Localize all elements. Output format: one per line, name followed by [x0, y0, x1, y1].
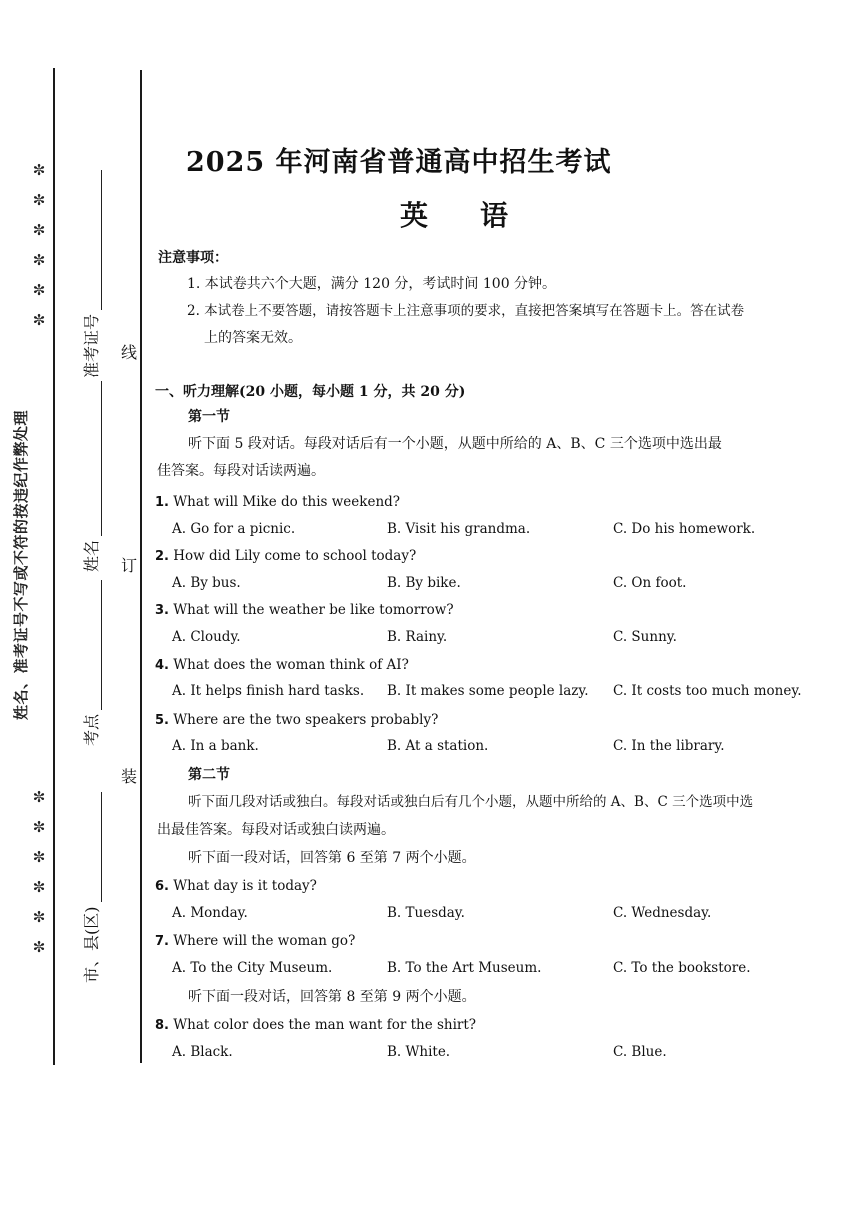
option-b: B. By bike. — [387, 575, 461, 591]
option-a: A. To the City Museum. — [172, 960, 333, 976]
question-text: Where will the woman go? — [173, 933, 356, 949]
option-b: B. To the Art Museum. — [387, 960, 542, 976]
option-a: A. Go for a picnic. — [172, 521, 296, 537]
question-8-options — [172, 1042, 822, 1062]
question-text: What day is it today? — [173, 878, 317, 894]
question-5 — [155, 710, 438, 731]
question-1-options — [172, 519, 822, 539]
question-text: What color does the man want for the shirt? — [173, 1017, 477, 1033]
exam-id-blank[interactable] — [86, 170, 102, 310]
question-number: 6. — [155, 879, 169, 894]
option-b: B. White. — [387, 1044, 451, 1060]
seal-mark-line: 线 — [120, 343, 137, 362]
margin-warning: 姓名、准考证号不写或不符的按违纪作弊处理 — [12, 409, 30, 720]
star-column-top — [28, 155, 50, 335]
question-number: 8. — [155, 1018, 169, 1033]
option-c: C. Sunny. — [613, 629, 677, 645]
question-6 — [155, 876, 317, 897]
question-number: 3. — [155, 603, 169, 618]
star-icon: ✼ — [32, 311, 46, 329]
question-7-options — [172, 958, 822, 978]
question-text: What does the woman think of AI? — [173, 657, 409, 673]
section-heading: 一、听力理解(20 小题，每小题 1 分，共 20 分) — [155, 384, 466, 400]
venue-blank[interactable] — [86, 580, 102, 710]
question-3-options — [172, 627, 822, 647]
notes-item-2-cont: 上的答案无效。 — [204, 330, 302, 346]
option-b: B. It makes some people lazy. — [387, 683, 589, 699]
question-1 — [155, 492, 400, 513]
question-number: 4. — [155, 658, 169, 673]
option-b: B. Visit his grandma. — [387, 521, 531, 537]
option-a: A. In a bank. — [172, 738, 259, 754]
part2-instruction-line2: 出最佳答案。每段对话或独白读两遍。 — [157, 822, 395, 838]
question-number: 7. — [155, 934, 169, 949]
star-icon: ✼ — [32, 908, 46, 926]
question-2 — [155, 546, 416, 567]
part2-instruction-line1: 听下面几段对话或独白。每段对话或独白后有几个小题，从题中所给的 A、B、C 三个选项中选 — [188, 794, 754, 810]
margin-rule-left — [53, 68, 55, 1065]
star-icon: ✼ — [32, 878, 46, 896]
venue-field[interactable] — [82, 580, 102, 746]
question-2-options — [172, 573, 822, 593]
part2-title: 第二节 — [188, 767, 230, 783]
name-blank[interactable] — [86, 381, 102, 536]
star-icon: ✼ — [32, 251, 46, 269]
option-c: C. It costs too much money. — [613, 683, 802, 699]
venue-label: 考点 — [82, 713, 101, 746]
option-c: C. On foot. — [613, 575, 687, 591]
seal-mark-install: 装 — [120, 767, 137, 786]
seal-mark-bind: 订 — [120, 556, 137, 575]
notes-item-2: 2. 本试卷上不要答题，请按答题卡上注意事项的要求，直接把答案填写在答题卡上。答在试卷 — [187, 303, 745, 319]
exam-title: 2025 年河南省普通高中招生考试 — [186, 147, 612, 178]
name-field[interactable] — [82, 381, 102, 572]
notes-item-1: 1. 本试卷共六个大题，满分 120 分，考试时间 100 分钟。 — [187, 276, 557, 292]
option-a: A. Cloudy. — [172, 629, 241, 645]
option-a: A. Monday. — [172, 905, 248, 921]
margin-rule-right — [140, 70, 142, 1063]
option-c: C. Blue. — [613, 1044, 667, 1060]
name-label: 姓名 — [82, 539, 101, 572]
star-icon: ✼ — [32, 281, 46, 299]
option-b: B. At a station. — [387, 738, 489, 754]
question-number: 1. — [155, 495, 169, 510]
question-text: Where are the two speakers probably? — [173, 712, 439, 728]
question-4-options — [172, 681, 822, 701]
option-a: A. It helps finish hard tasks. — [172, 683, 365, 699]
star-icon: ✼ — [32, 788, 46, 806]
question-7 — [155, 931, 355, 952]
star-icon: ✼ — [32, 221, 46, 239]
exam-id-label: 准考证号 — [82, 313, 101, 378]
city-label: 市、县(区) — [82, 906, 101, 983]
dialog-intro-6-7: 听下面一段对话，回答第 6 至第 7 两个小题。 — [188, 850, 476, 866]
question-5-options — [172, 736, 822, 756]
question-number: 2. — [155, 549, 169, 564]
option-a: A. By bus. — [172, 575, 241, 591]
notes-heading: 注意事项： — [158, 250, 228, 266]
question-text: What will Mike do this weekend? — [173, 494, 401, 510]
option-b: B. Rainy. — [387, 629, 448, 645]
exam-id-field[interactable] — [82, 170, 102, 378]
option-b: B. Tuesday. — [387, 905, 465, 921]
option-c: C. Do his homework. — [613, 521, 756, 537]
part1-instruction-line1: 听下面 5 段对话。每段对话后有一个小题，从题中所给的 A、B、C 三个选项中选出最 — [188, 436, 722, 452]
star-icon: ✼ — [32, 848, 46, 866]
star-column-bottom — [28, 782, 50, 962]
option-c: C. In the library. — [613, 738, 725, 754]
question-text: What will the weather be like tomorrow? — [173, 602, 454, 618]
option-c: C. To the bookstore. — [613, 960, 751, 976]
city-blank[interactable] — [86, 793, 102, 903]
question-8 — [155, 1015, 476, 1036]
question-text: How did Lily come to school today? — [173, 548, 417, 564]
question-number: 5. — [155, 713, 169, 728]
star-icon: ✼ — [32, 938, 46, 956]
city-field[interactable] — [82, 793, 102, 984]
question-4 — [155, 655, 409, 676]
part1-instruction-line2: 佳答案。每段对话读两遍。 — [157, 463, 325, 479]
star-icon: ✼ — [32, 191, 46, 209]
subject-title: 英语 — [400, 199, 561, 232]
option-a: A. Black. — [172, 1044, 233, 1060]
option-c: C. Wednesday. — [613, 905, 712, 921]
star-icon: ✼ — [32, 818, 46, 836]
part1-title: 第一节 — [188, 409, 230, 425]
question-6-options — [172, 903, 822, 923]
question-3 — [155, 600, 454, 621]
star-icon: ✼ — [32, 161, 46, 179]
dialog-intro-8-9: 听下面一段对话，回答第 8 至第 9 两个小题。 — [188, 989, 476, 1005]
